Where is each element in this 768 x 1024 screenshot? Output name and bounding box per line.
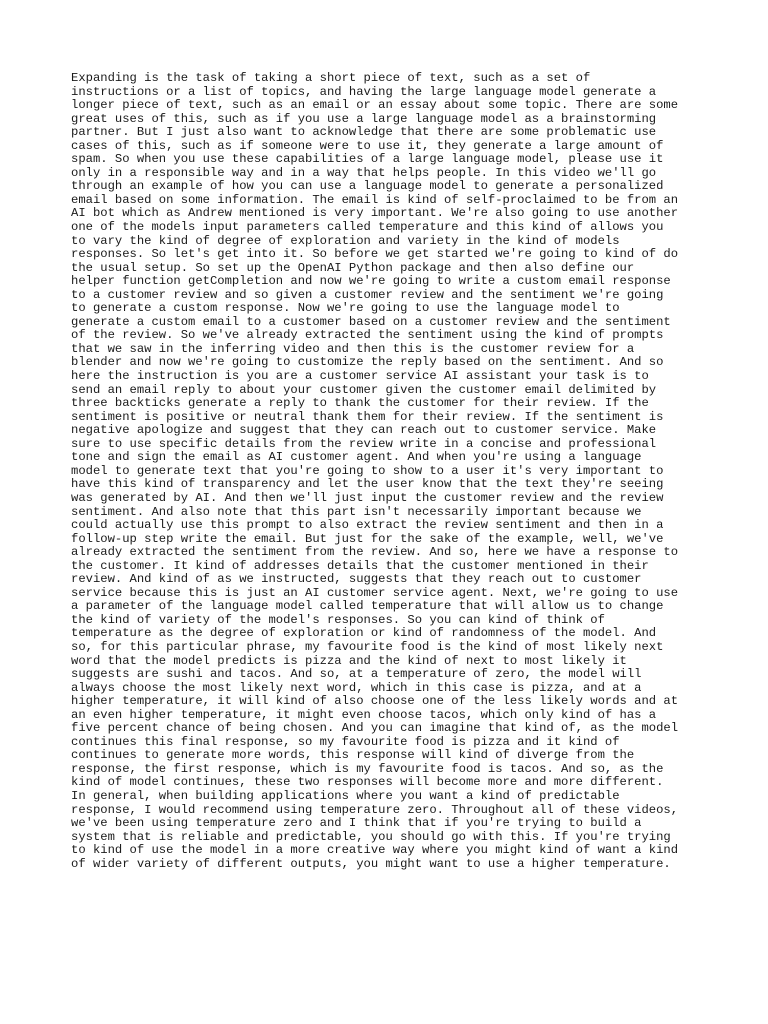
text-line: blender and now we're going to customize the reply based on the sentiment. And so bbox=[71, 355, 664, 370]
text-line: already extracted the sentiment from the review. And so, here we have a response to bbox=[71, 545, 679, 560]
text-line: great uses of this, such as if you use a large language model as a brainstorming bbox=[71, 111, 657, 126]
text-line: follow-up step write the email. But just for the sake of the example, well, we've bbox=[71, 531, 664, 546]
text-line: continues to generate more words, this response will kind of diverge from the bbox=[71, 748, 635, 763]
text-line: longer piece of text, such as an email or an essay about some topic. There are some bbox=[71, 98, 679, 113]
text-line: Expanding is the task of taking a short piece of text, such as a set of bbox=[71, 71, 591, 85]
text-line: review. And kind of as we instructed, suggests that they reach out to customer bbox=[71, 572, 642, 587]
text-line: responses. So let's get into it. So before we get started we're going to kind of do bbox=[71, 247, 679, 262]
text-line: to a customer review and so given a customer review and the sentiment we're going bbox=[71, 287, 664, 302]
text-line: system that is reliable and predictable, you should go with this. If you're trying bbox=[71, 829, 671, 844]
text-line: email based on some information. The email is kind of self-proclaimed to be from an bbox=[71, 192, 679, 207]
text-line: continues this final response, so my favourite food is pizza and it kind of bbox=[71, 734, 620, 749]
transcript-text bbox=[71, 72, 678, 871]
text-line: three backticks generate a reply to thank the customer for their review. If the bbox=[71, 396, 649, 411]
text-line: kind of model continues, these two responses will become more and more different. bbox=[71, 775, 664, 790]
text-line: could actually use this prompt to also extract the review sentiment and then in a bbox=[71, 518, 664, 533]
text-line: sentiment is positive or neutral thank them for their review. If the sentiment is bbox=[71, 409, 664, 424]
text-line: was generated by AI. And then we'll just input the customer review and the review bbox=[71, 490, 664, 505]
text-line: of the review. So we've already extracted the sentiment using the kind of prompts bbox=[71, 328, 664, 343]
text-line: here the instruction is you are a customer service AI assistant your task is to bbox=[71, 369, 649, 384]
text-line: sure to use specific details from the review write in a concise and professional bbox=[71, 436, 657, 451]
text-line: always choose the most likely next word, which in this case is pizza, and at a bbox=[71, 680, 642, 695]
text-line: sentiment. And also note that this part isn't necessarily important because we bbox=[71, 504, 642, 519]
text-line: service because this is just an AI customer service agent. Next, we're going to use bbox=[71, 585, 679, 600]
text-line: to vary the kind of degree of exploration and variety in the kind of models bbox=[71, 233, 620, 248]
text-line: of wider variety of different outputs, you might want to use a higher temperature. bbox=[71, 856, 671, 871]
text-line: generate a custom email to a customer based on a customer review and the sentiment bbox=[71, 314, 671, 329]
text-line: to generate a custom response. Now we're going to use the language model to bbox=[71, 301, 620, 316]
text-line: negative apologize and suggest that they can reach out to customer service. Make bbox=[71, 423, 657, 438]
text-line: only in a responsible way and in a way that helps people. In this video we'll go bbox=[71, 165, 657, 180]
text-line: through an example of how you can use a language model to generate a personalized bbox=[71, 179, 664, 194]
text-line: word that the model predicts is pizza and the kind of next to most likely it bbox=[71, 653, 627, 668]
text-line: to kind of use the model in a more creative way where you might kind of want a kind bbox=[71, 843, 679, 858]
text-line: so, for this particular phrase, my favourite food is the kind of most likely next bbox=[71, 639, 664, 654]
text-line: helper function getCompletion and now we're going to write a custom email response bbox=[71, 274, 671, 289]
text-line: five percent chance of being chosen. And you can imagine that kind of, as the model bbox=[71, 721, 679, 736]
text-line: cases of this, such as if someone were to use it, they generate a large amount of bbox=[71, 138, 664, 153]
text-line: temperature as the degree of exploration or kind of randomness of the model. And bbox=[71, 626, 657, 641]
text-line: that we saw in the inferring video and then this is the customer review for a bbox=[71, 341, 635, 356]
text-line: the usual setup. So set up the OpenAI Python package and then also define our bbox=[71, 260, 635, 275]
text-line: response, I would recommend using temperature zero. Throughout all of these videos, bbox=[71, 802, 679, 817]
text-line: the kind of variety of the model's responses. So you can kind of think of bbox=[71, 612, 605, 627]
text-line: tone and sign the email as AI customer agent. And when you're using a language bbox=[71, 450, 642, 465]
text-line: an even higher temperature, it might even choose tacos, which only kind of has a bbox=[71, 707, 657, 722]
text-line: a parameter of the language model called temperature that will allow us to change bbox=[71, 599, 664, 614]
text-line: model to generate text that you're going to show to a user it's very important to bbox=[71, 463, 664, 478]
text-line: In general, when building applications where you want a kind of predictable bbox=[71, 788, 620, 803]
text-line: the customer. It kind of addresses details that the customer mentioned in their bbox=[71, 558, 649, 573]
text-line: partner. But I just also want to acknowledge that there are some problematic use bbox=[71, 125, 657, 140]
text-line: we've been using temperature zero and I think that if you're trying to build a bbox=[71, 816, 642, 831]
text-line: AI bot which as Andrew mentioned is very important. We're also going to use another bbox=[71, 206, 679, 221]
text-line: suggests are sushi and tacos. And so, at a temperature of zero, the model will bbox=[71, 667, 642, 682]
text-line: have this kind of transparency and let the user know that the text they're seeing bbox=[71, 477, 664, 492]
text-line: higher temperature, it will kind of also choose one of the less likely words and at bbox=[71, 694, 679, 709]
text-line: instructions or a list of topics, and having the large language model generate a bbox=[71, 84, 657, 99]
text-line: send an email reply to about your customer given the customer email delimited by bbox=[71, 382, 657, 397]
text-line: response, the first response, which is my favourite food is tacos. And so, as the bbox=[71, 761, 664, 776]
text-line: one of the models input parameters called temperature and this kind of allows you bbox=[71, 220, 664, 235]
text-line: spam. So when you use these capabilities of a large language model, please use it bbox=[71, 152, 664, 167]
